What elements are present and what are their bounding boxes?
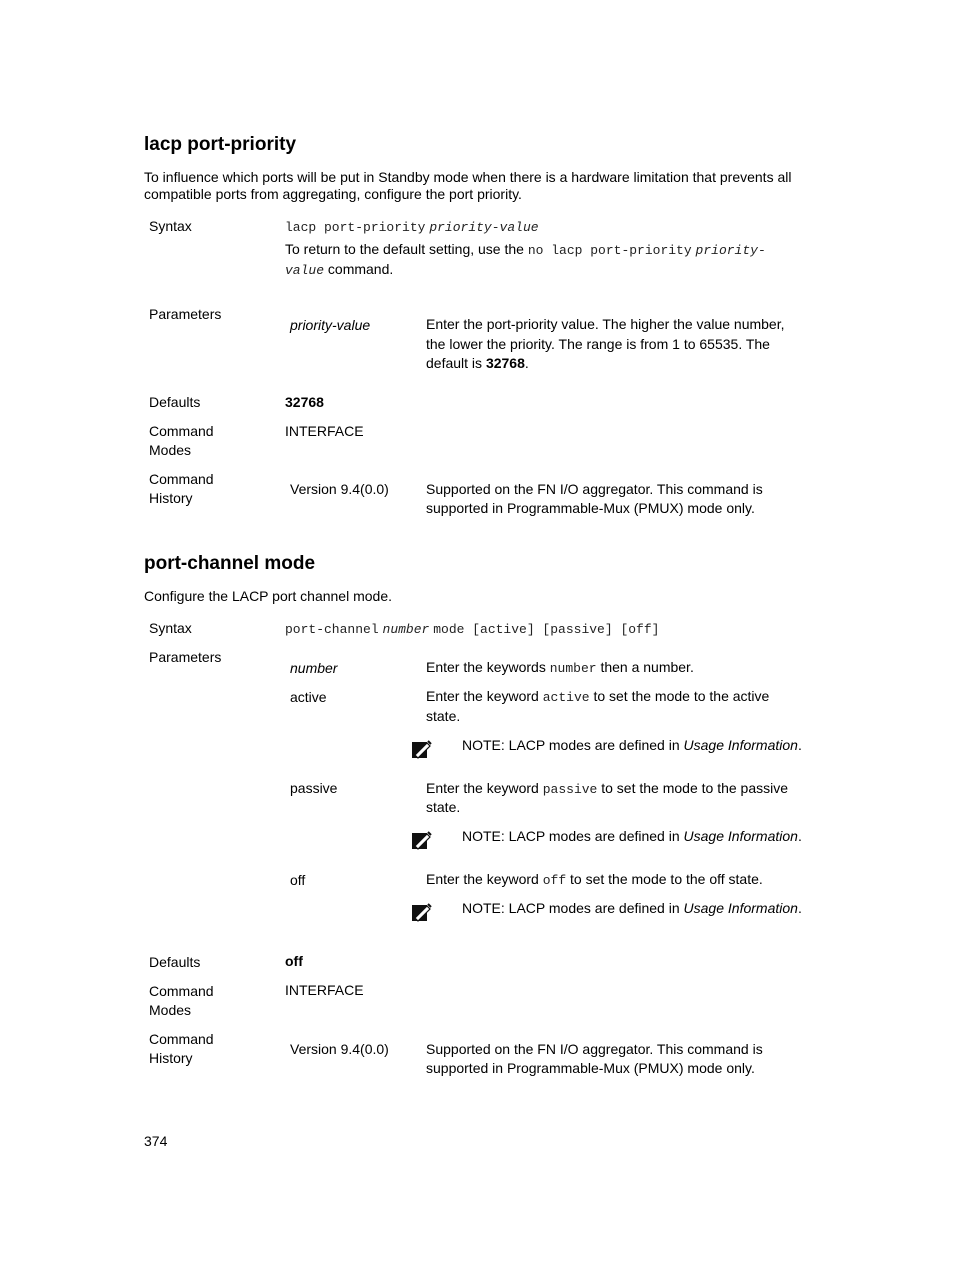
defaults-label: Defaults bbox=[149, 394, 201, 410]
syntax-command-2 bbox=[285, 620, 659, 637]
syntax-var: priority-value bbox=[429, 220, 539, 235]
param-passive-desc-post: to set the mode to the passive bbox=[601, 780, 789, 796]
note-pencil-icon bbox=[411, 901, 433, 923]
param-passive-desc-pre: Enter the keyword bbox=[426, 780, 539, 796]
return-cmd: no lacp port-priority bbox=[527, 243, 692, 258]
history-desc-2-line-1: Supported on the FN I/O aggregator. This command is bbox=[426, 1041, 763, 1057]
param-desc-post: . bbox=[524, 355, 529, 371]
syntax-label: Syntax bbox=[149, 218, 192, 234]
syntax-label-2: Syntax bbox=[149, 620, 192, 636]
param-off-code: off bbox=[542, 873, 567, 888]
syntax-cmd-part-1: port-channel bbox=[285, 622, 379, 637]
param-number-name: number bbox=[290, 660, 338, 676]
param-number-desc-post: then a number. bbox=[600, 659, 694, 675]
history-version-2: Version 9.4(0.0) bbox=[290, 1041, 389, 1057]
parameters-label: Parameters bbox=[149, 306, 222, 322]
history-version: Version 9.4(0.0) bbox=[290, 481, 389, 497]
note-italic: Usage Information bbox=[683, 737, 798, 753]
note-label: NOTE: bbox=[462, 737, 505, 753]
syntax-var-2: number bbox=[382, 622, 430, 637]
return-line-1 bbox=[285, 240, 766, 260]
history-label-2-1: Command bbox=[149, 1031, 214, 1047]
history-desc-line-1: Supported on the FN I/O aggregator. This command is bbox=[426, 481, 763, 497]
section-title-port-channel-mode: port-channel mode bbox=[144, 553, 316, 574]
note-text: LACP modes are defined in bbox=[508, 900, 680, 916]
intro-line-2: compatible ports from aggregating, configure the port priority. bbox=[144, 186, 522, 202]
note-pencil-icon bbox=[411, 829, 433, 851]
note-label: NOTE: bbox=[462, 828, 505, 844]
param-passive-desc bbox=[426, 779, 788, 799]
note-text: LACP modes are defined in bbox=[508, 828, 680, 844]
modes-label-2: Modes bbox=[149, 442, 192, 458]
section2-intro: Configure the LACP port channel mode. bbox=[144, 588, 393, 604]
param-active-code: active bbox=[542, 690, 590, 705]
param-desc-default: 32768 bbox=[485, 355, 525, 371]
note-end: . bbox=[797, 900, 802, 916]
param-off-desc bbox=[426, 870, 763, 890]
parameters-label-2: Parameters bbox=[149, 649, 222, 665]
param-active-desc-pre: Enter the keyword bbox=[426, 688, 539, 704]
param-active-desc-line-2: state. bbox=[426, 708, 461, 724]
param-active-desc-post: to set the mode to the active bbox=[593, 688, 770, 704]
defaults-value: 32768 bbox=[285, 394, 324, 410]
section-title-lacp-port-priority: lacp port-priority bbox=[144, 134, 297, 155]
note-end: . bbox=[797, 737, 802, 753]
param-desc-pre: default is bbox=[426, 355, 483, 371]
param-number-desc-pre: Enter the keywords bbox=[426, 659, 546, 675]
param-passive-code: passive bbox=[542, 782, 598, 797]
modes-value: INTERFACE bbox=[285, 423, 364, 439]
note-off bbox=[462, 899, 802, 918]
modes-label-2-2: Modes bbox=[149, 1002, 192, 1018]
param-desc-line-2: the lower the priority. The range is from 1 to 65535. The bbox=[426, 336, 770, 352]
history-label-2: History bbox=[149, 490, 193, 506]
return-pre: To return to the default setting, use the bbox=[285, 241, 524, 257]
param-desc-line-1: Enter the port-priority value. The higher the value number, bbox=[426, 316, 785, 332]
note-passive bbox=[462, 827, 802, 846]
note-italic: Usage Information bbox=[683, 900, 798, 916]
return-var-cont: value bbox=[285, 263, 325, 278]
param-active-desc bbox=[426, 687, 769, 707]
defaults-value-2: off bbox=[285, 953, 303, 969]
return-line-2 bbox=[285, 260, 393, 280]
param-passive-name: passive bbox=[290, 780, 338, 796]
history-desc-line-2: supported in Programmable-Mux (PMUX) mode only. bbox=[426, 500, 755, 516]
syntax-cmd: lacp port-priority bbox=[285, 220, 426, 235]
param-off-desc-pre: Enter the keyword bbox=[426, 871, 539, 887]
param-name: priority-value bbox=[290, 317, 371, 333]
page-number: 374 bbox=[144, 1133, 168, 1149]
modes-label-1: Command bbox=[149, 423, 214, 439]
note-pencil-icon bbox=[411, 738, 433, 760]
param-off-desc-post: to set the mode to the off state. bbox=[570, 871, 763, 887]
param-desc-line-3 bbox=[426, 354, 529, 373]
note-italic: Usage Information bbox=[683, 828, 798, 844]
return-post: command. bbox=[327, 261, 394, 277]
note-active bbox=[462, 736, 802, 755]
param-off-name: off bbox=[290, 872, 306, 888]
return-var: priority- bbox=[695, 243, 766, 258]
modes-label-2-1: Command bbox=[149, 983, 214, 999]
syntax-command bbox=[285, 218, 539, 235]
syntax-cmd-part-2: mode [active] [passive] [off] bbox=[433, 622, 660, 637]
modes-value-2: INTERFACE bbox=[285, 982, 364, 998]
defaults-label-2: Defaults bbox=[149, 954, 201, 970]
param-passive-desc-line-2: state. bbox=[426, 799, 461, 815]
history-label-2-2: History bbox=[149, 1050, 193, 1066]
note-end: . bbox=[797, 828, 802, 844]
note-label: NOTE: bbox=[462, 900, 505, 916]
note-text: LACP modes are defined in bbox=[508, 737, 680, 753]
param-number-desc bbox=[426, 658, 694, 678]
intro-line-1: To influence which ports will be put in Standby mode when there is a hardware limitation that prevents all bbox=[144, 169, 792, 185]
history-label-1: Command bbox=[149, 471, 214, 487]
param-active-name: active bbox=[290, 689, 327, 705]
param-number-code: number bbox=[549, 661, 597, 676]
history-desc-2-line-2: supported in Programmable-Mux (PMUX) mode only. bbox=[426, 1060, 755, 1076]
